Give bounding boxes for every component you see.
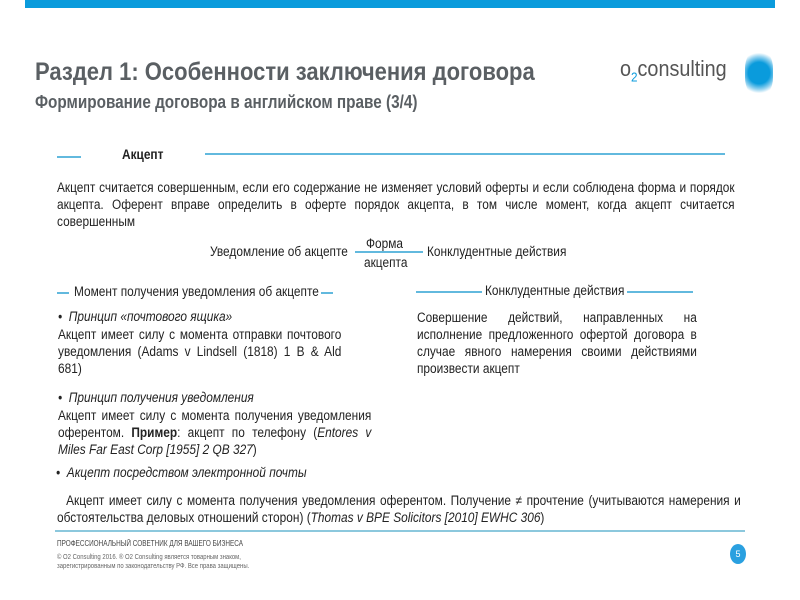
bullet-3-text: Акцепт посредством электронной почты (66, 465, 307, 480)
right-heading: Конклудентные действия (485, 283, 625, 298)
right-body: Совершение действий, направленных на исполнение предложенного офертой договора в случае явного намерения своими действиями произвести акцепт (417, 310, 697, 376)
divider (416, 291, 482, 293)
left-heading: Момент получения уведомления об акцепте (74, 284, 319, 299)
bullet-1-body: Акцепт имеет силу с момента отправки почтового уведомления (Adams v Lindsell (1818) 1 B & Ald 681) (58, 327, 342, 376)
footer-tagline: ПРОФЕССИОНАЛЬНЫЙ СОВЕТНИК ДЛЯ ВАШЕГО БИЗНЕСА (57, 539, 243, 548)
page-number: 5 (730, 544, 746, 564)
bullet-1: • Принцип «почтового ящика» (58, 309, 233, 324)
t2c: : акцепт по телефону ( (177, 425, 318, 440)
bottom-case: Thomas v BPE Solicitors [2010] EWHC 306 (310, 510, 541, 525)
logo-o: o (620, 56, 632, 81)
bullet-2-body (58, 407, 371, 458)
bottom-note (57, 492, 741, 526)
logo-mark-icon (745, 50, 773, 96)
logo-2: 2 (631, 69, 638, 85)
section-heading: Акцепт (122, 147, 164, 162)
t2d: Entores v Miles Far East Corp [1955] 2 QB 327 (58, 425, 372, 457)
bullet-1-text: Принцип «почтового ящика» (68, 309, 233, 324)
t2b: Пример (131, 425, 178, 440)
page-title: Раздел 1: Особенности заключения договора (35, 58, 535, 86)
logo (620, 56, 727, 84)
divider (321, 292, 333, 294)
footer-copyright: © O2 Consulting 2016. ® O2 Consulting является товарным знаком, зарегистрированным по законодательству РФ. Все права защищены. (57, 554, 250, 570)
bullet-2: • Принцип получения уведомления (58, 390, 254, 405)
divider (57, 156, 81, 158)
t2a: Акцепт имеет силу с момента получения уведомления оферентом. (58, 408, 372, 440)
diagram-bottom: акцепта (364, 255, 408, 270)
t2e: ) (252, 442, 257, 457)
footer-divider (55, 530, 745, 532)
bottom-b: ) (540, 510, 545, 525)
diagram-right: Конклудентные действия (427, 244, 567, 259)
bullet-2-text: Принцип получения уведомления (68, 390, 254, 405)
logo-text: consulting (637, 56, 727, 81)
diagram-line (355, 251, 423, 253)
divider (205, 153, 725, 155)
bottom-a: Акцепт имеет силу с момента получения уведомления оферентом. Получение ≠ прочтение (учитываются намерения и обстоятельства деловых отношений сторон) ( (57, 493, 741, 525)
divider (627, 291, 693, 293)
diagram-left: Уведомление об акцепте (210, 244, 348, 259)
page-subtitle: Формирование договора в английском праве (3/4) (35, 92, 418, 112)
top-bar (25, 0, 775, 8)
diagram-top: Форма (366, 236, 404, 251)
divider (57, 292, 69, 294)
section-intro: Акцепт считается совершенным, если его содержание не изменяет условий оферты и если соблюдена форма и порядок акцепта. Оферент вправе определить в оферте порядок акцепта, в том числе момент, когда акцепт считается совершенным (57, 180, 735, 229)
bullet-3: • Акцепт посредством электронной почты (56, 465, 307, 480)
